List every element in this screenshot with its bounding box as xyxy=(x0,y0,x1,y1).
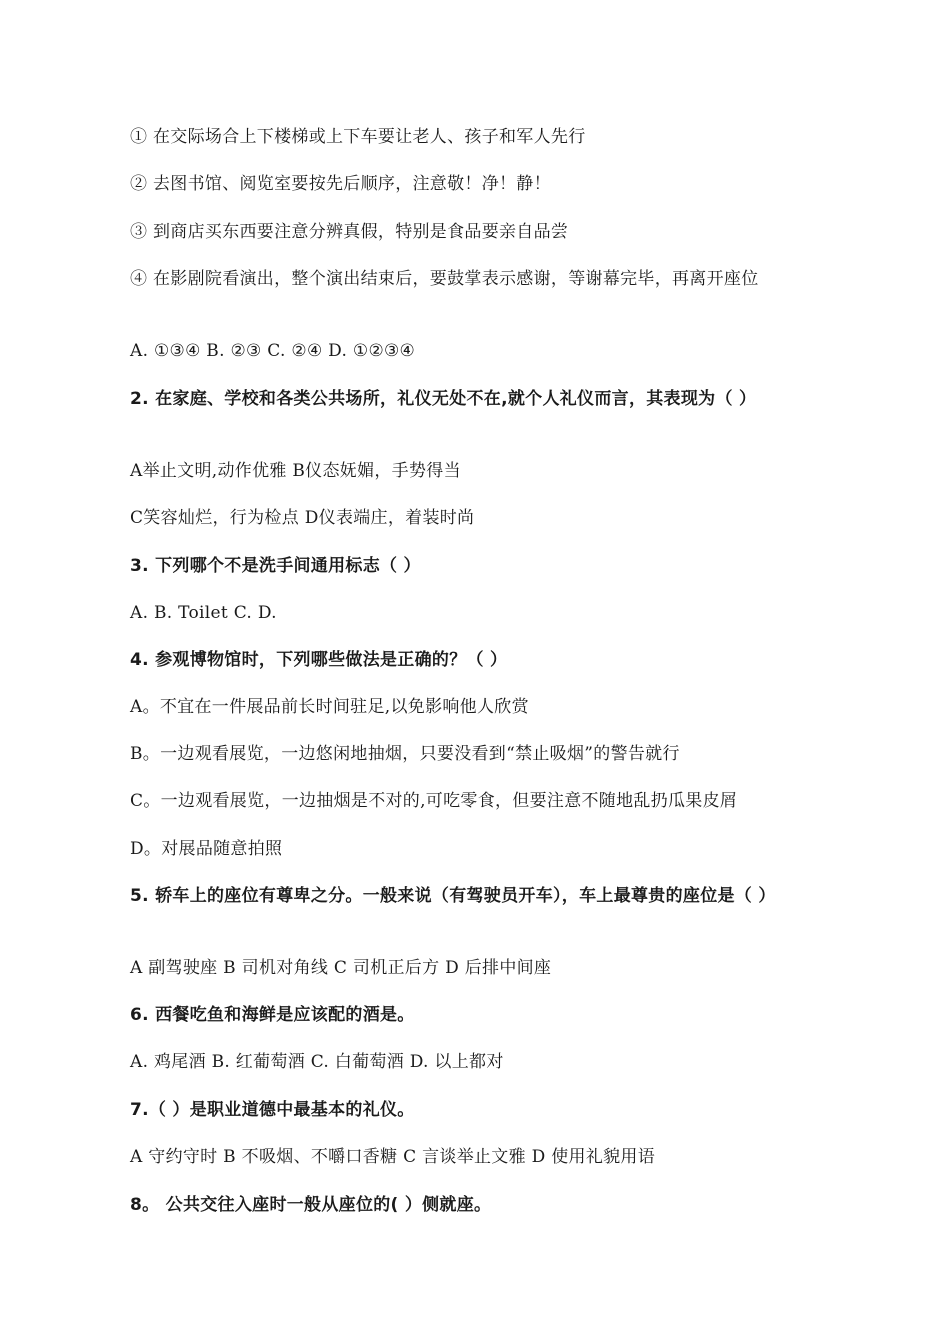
q4-option-b: B。一边观看展览，一边悠闲地抽烟，只要没看到“禁止吸烟”的警告就行 xyxy=(130,744,680,764)
q4-question: 4. 参观博物馆时，下列哪些做法是正确的？（ ） xyxy=(130,650,508,670)
q1-options: A. ①③④ B. ②③ C. ②④ D. ①②③④ xyxy=(130,341,416,361)
q1-statement-1: ① 在交际场合上下楼梯或上下车要让老人、孩子和军人先行 xyxy=(130,127,586,147)
q2-options-line-2: C笑容灿烂，行为检点 D仪表端庄，着装时尚 xyxy=(130,508,475,528)
q5-question: 5. 轿车上的座位有尊卑之分。一般来说（有驾驶员开车），车上最尊贵的座位是（ ） xyxy=(130,886,776,906)
q5-options: A 副驾驶座 B 司机对角线 C 司机正后方 D 后排中间座 xyxy=(130,958,552,978)
q4-option-d: D。对展品随意拍照 xyxy=(130,839,283,859)
q4-option-c: C。一边观看展览，一边抽烟是不对的,可吃零食，但要注意不随地乱扔瓜果皮屑 xyxy=(130,791,738,811)
q2-question: 2. 在家庭、学校和各类公共场所，礼仪无处不在,就个人礼仪而言，其表现为（ ） xyxy=(130,389,757,409)
q2-options-line-1: A举止文明,动作优雅 B仪态妩媚，手势得当 xyxy=(130,461,461,481)
q1-statement-2: ② 去图书馆、阅览室要按先后顺序，注意敬！净！静！ xyxy=(130,174,551,194)
q7-question: 7.（ ）是职业道德中最基本的礼仪。 xyxy=(130,1100,415,1120)
q1-statement-4: ④ 在影剧院看演出，整个演出结束后，要鼓掌表示感谢，等谢幕完毕，再离开座位 xyxy=(130,269,759,289)
q3-options: A. B. Toilet C. D. xyxy=(130,603,277,623)
q4-option-a: A。不宜在一件展品前长时间驻足,以免影响他人欣赏 xyxy=(130,697,529,717)
q1-statement-3: ③ 到商店买东西要注意分辨真假，特别是食品要亲自品尝 xyxy=(130,222,569,242)
q6-question: 6. 西餐吃鱼和海鲜是应该配的酒是。 xyxy=(130,1005,415,1025)
q8-question: 8。 公共交往入座时一般从座位的( ）侧就座。 xyxy=(130,1195,492,1215)
q7-options: A 守约守时 B 不吸烟、不嚼口香糖 C 言谈举止文雅 D 使用礼貌用语 xyxy=(130,1147,656,1167)
q6-options: A. 鸡尾酒 B. 红葡萄酒 C. 白葡萄酒 D. 以上都对 xyxy=(130,1052,504,1072)
q3-question: 3. 下列哪个不是洗手间通用标志（ ） xyxy=(130,556,421,576)
